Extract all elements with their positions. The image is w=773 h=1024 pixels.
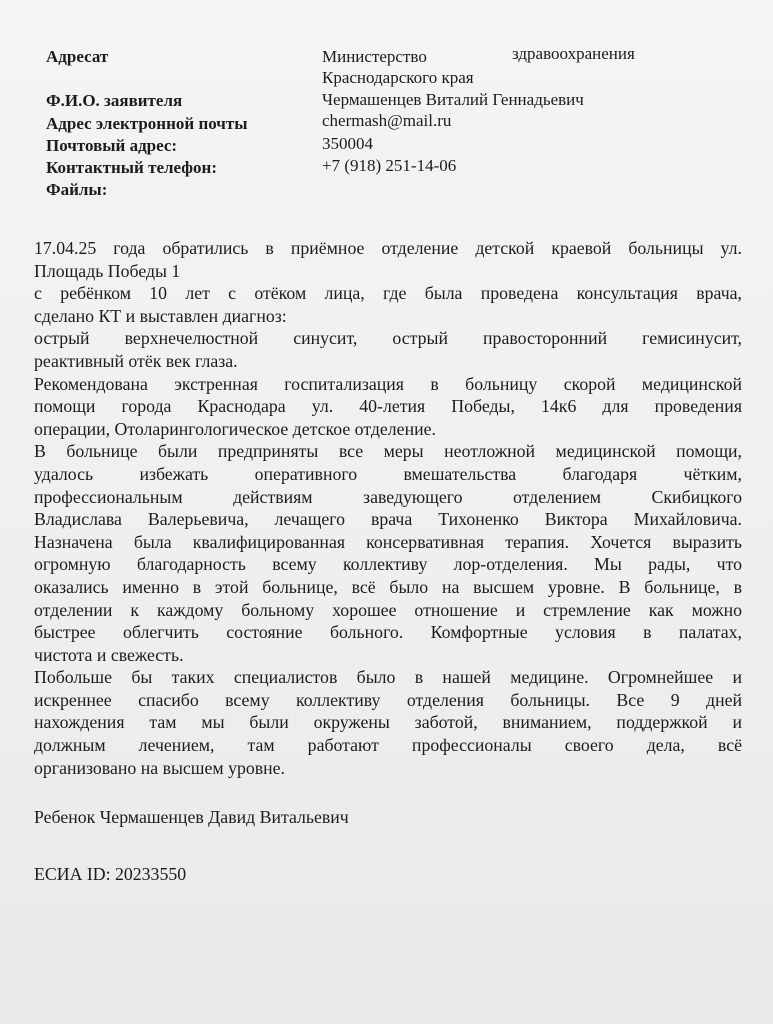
body-line: Побольше бы таких специалистов было в нашей медицине. Огромнейшее и [34,667,742,688]
body-line: профессиональным действиям заведующего отделением Скибицкого [34,486,742,507]
body-line: искреннее спасибо всему коллективу отделения больницы. Все 9 дней [34,689,742,710]
body-line: с ребёнком 10 лет с отёком лица, где была проведена консультация врача, [34,283,742,304]
signature-line: Ребенок Чермашенцев Давид Витальевич [34,807,349,827]
addressee-label: Адресат [46,47,109,66]
body-line: быстрее облегчить состояние больного. Комфортные условия в палатах, [34,622,742,643]
body-line: помощи города Краснодара ул. 40-летия Победы, 14к6 для проведения [34,396,742,417]
body-line: В больнице были предприняты все меры неотложной медицинской помощи, [34,441,742,462]
body-line: Владислава Валерьевича, лечащего врача Тихоненко Виктора Михайловича. [34,509,742,530]
esia-id: ЕСИА ID: 20233550 [34,864,187,884]
body-line: удалось избежать оперативного вмешательства благодаря чётким, [34,463,742,484]
applicant-value: Чермашенцев Виталий Геннадьевич [322,90,584,109]
phone-value: +7 (918) 251-14-06 [322,156,457,175]
body-line: Назначена была квалифицированная консервативная терапия. Хочется выразить [34,531,742,552]
body-line: 17.04.25 года обратились в приёмное отделение детской краевой больницы ул. [34,238,742,258]
body-line: сделано КТ и выставлен диагноз: [34,305,287,326]
postal-value: 350004 [322,134,373,153]
body-line: острый верхнечелюстной синусит, острый правосторонний гемисинусит, [34,328,742,349]
body-line: должным лечением, там работают профессионалы своего дела, всё [34,735,742,756]
letter-body [34,237,742,779]
body-line: оказались именно в этой больнице, всё было на высшем уровне. В больнице, в [34,576,742,597]
body-line: Площадь Победы 1 [34,260,181,281]
files-label: Файлы: [46,180,108,199]
addressee-value-line1-a: Министерство [322,47,427,66]
body-line: организовано на высшем уровне. [34,757,286,778]
body-line: нахождения там мы были окружены заботой, вниманием, поддержкой и [34,712,742,733]
body-line: операции, Отоларингологическое детское отделение. [34,418,436,439]
body-line: чистота и свежесть. [34,644,184,665]
addressee-value-line1-b: здравоохранения [512,44,635,63]
postal-label: Почтовый адрес: [46,136,178,155]
email-value: chermash@mail.ru [322,111,452,130]
addressee-value-line2: Краснодарского края [322,68,474,87]
body-line: отделении к каждому больному хорошее отношение и стремление как можно [34,599,742,620]
phone-label: Контактный телефон: [46,158,217,177]
body-line: реактивный отёк век глаза. [34,350,238,371]
applicant-label: Ф.И.О. заявителя [46,91,183,110]
body-line: Рекомендована экстренная госпитализация в больницу скорой медицинской [34,373,742,394]
body-line: огромную благодарность всему коллективу лор-отделения. Мы рады, что [34,554,742,575]
email-label: Адрес электронной почты [46,114,248,133]
